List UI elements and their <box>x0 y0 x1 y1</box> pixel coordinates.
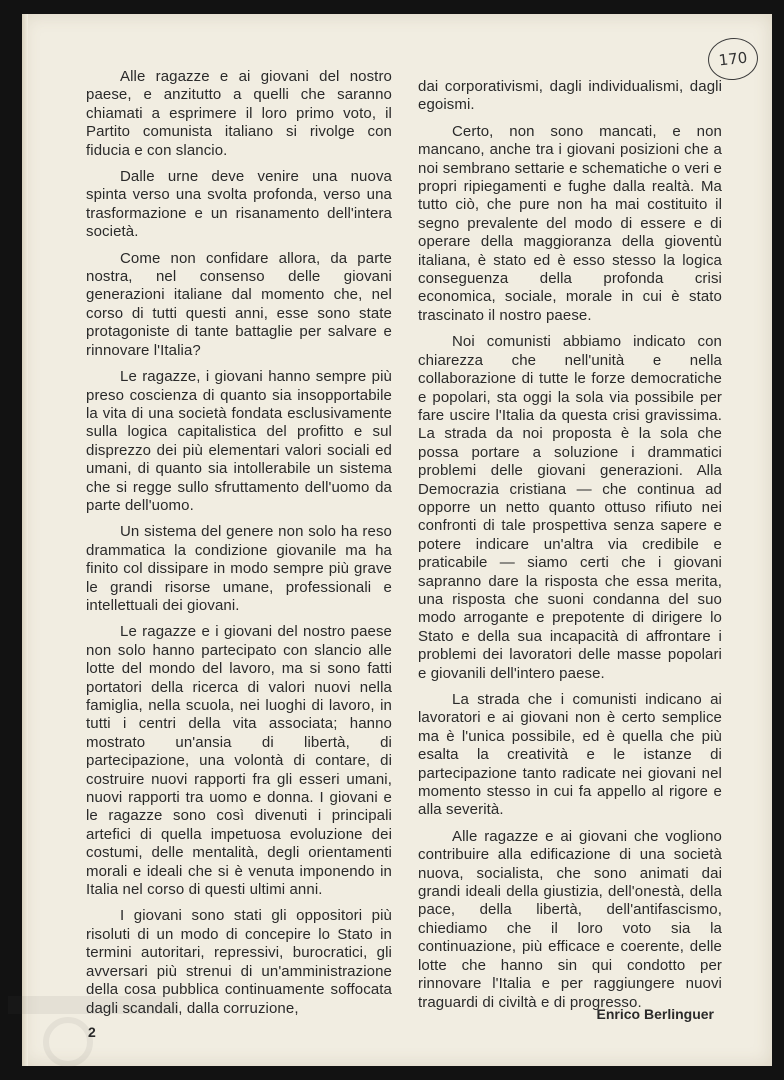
paragraph: Alle ragazze e ai giovani che vogliono contribuire alla edificazione di una società nuova, socialista, che sono animati dai grandi ideali della giustizia, dell'onestà, della pace, della libertà, dell'antifascismo, chiediamo che il loro voto sia la continuazione, più efficace e coerente, delle lotte che hanno sin qui condotto per rinnovare l'Italia e per raggiungere nuovi traguardi di civiltà e di progresso. <box>418 827 722 1011</box>
paragraph: La strada che i comunisti indicano ai lavoratori e ai giovani non è certo semplice ma è l'unica possibile, ed è quella che più esalta la creatività e le istanze di partecipazione tanto radicate nei giovani nel momento stesso in cui fa appello al rigore e alla severità. <box>418 691 722 819</box>
paragraph: Alle ragazze e ai giovani del nostro paese, e anzitutto a quelli che saranno chiamati a esprimere il loro primo voto, il Partito comunista italiano si rivolge con fiducia e con slancio. <box>86 68 392 159</box>
paragraph: Certo, non sono mancati, e non mancano, anche tra i giovani posizioni che a noi sembrano settarie e schematiche o veri e propri ripiegamenti e fughe dalla realtà. Ma tutto ciò, che pure non ha mai costituito il segno prevalente del modo di essere e di operare della maggioranza della gioventù italiana, è stato ed è esso stesso la logica conseguenza della profonda crisi economica, sociale, morale in cui è stato trascinato il nostro paese. <box>418 122 722 324</box>
paragraph: Le ragazze e i giovani del nostro paese non solo hanno partecipato con slancio alle lotte del mondo del lavoro, ma si sono fatti portatori della ricerca di valori nuovi nella famiglia, nella scuola, nei luoghi di lavoro, in tutti i centri della vita associata; hanno mostrato un'ansia di libertà, di partecipazione, una volontà di contare, di costruire nuovi rapporti fra gli esseri umani, nuovi rapporti tra uomo e donna. I giovani e le ragazze sono così divenuti i principali artefici di quella impetuosa evoluzione dei costumi, delle mentalità, degli orientamenti morali e ideali che si è venuta imponendo in Italia nel corso di questi ultimi anni. <box>86 623 392 899</box>
paragraph: Un sistema del genere non solo ha reso drammatica la condizione giovanile ma ha finito col dissipare in modo sempre più grave le grandi risorse umane, professionali e intellettuali dei giovani. <box>86 523 392 614</box>
paragraph: Noi comunisti abbiamo indicato con chiarezza che nell'unità e nella collaborazione di tutte le forze democratiche e popolari, sta oggi la sola via possibile per fare uscire l'Italia da questa crisi gravissima. La strada da noi proposta è la sola che possa portare a soluzione i drammatici problemi delle giovani generazioni. Alla Democrazia cristiana — che continua ad opporre un netto quanto ottuso rifiuto nei confronti di tale prospettiva senza sapere e potere indicare un'altra via credibile e praticabile — siamo certi che i giovani sapranno dare la risposta che essa merita, una risposta che suoni condanna del suo modo arrogante e prepotente di dirigere lo Stato e della sua incapacità di affrontare i problemi dei lavoratori delle masse popolari e giovanili dell'intero paese. <box>418 333 722 682</box>
paragraph: I giovani sono stati gli oppositori più risoluti di un modo di concepire lo Stato in termini autoritari, repressivi, burocratici, gli avversari più strenui di un'amministrazione della cosa pubblica continuamente soffocata dagli scandali, dalla corruzione, <box>86 907 392 1017</box>
page-edge-shadow <box>22 14 28 1066</box>
stamp-number-text: 170 <box>717 48 749 70</box>
right-text-column <box>418 78 722 1020</box>
paragraph: Dalle urne deve venire una nuova spinta verso una svolta profonda, verso una trasformazione e un risanamento dell'intera società. <box>86 168 392 241</box>
paragraph-continuation: dai corporativismi, dagli individualismi, dagli egoismi. <box>418 78 722 114</box>
author-signature: Enrico Berlinguer <box>596 1006 714 1022</box>
paragraph: Le ragazze, i giovani hanno sempre più preso coscienza di quanto sia insopportabile la vita di una società fondata esclusivamente sulla logica capitalistica del profitto e sul disprezzo dei più elementari valori sociali ed umani, di quanto sia intollerabile un sistema che si regge sullo sfruttamento dell'uomo da parte dell'uomo. <box>86 368 392 514</box>
left-text-column <box>86 68 392 1026</box>
page-number: 2 <box>88 1024 96 1040</box>
paragraph: Come non confidare allora, da parte nostra, nel consenso delle giovani generazioni italiane dal momento che, nel corso di tutti questi anni, esse sono state protagoniste di tante battaglie per salvare e rinnovare l'Italia? <box>86 249 392 359</box>
